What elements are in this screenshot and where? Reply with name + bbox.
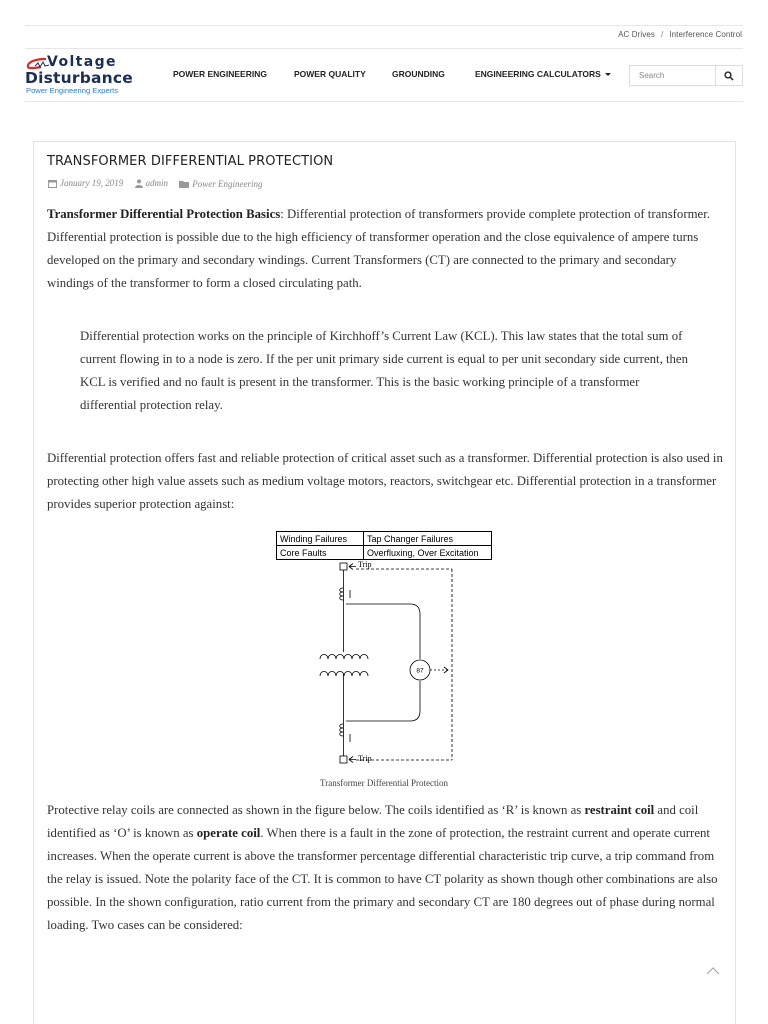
kcl-blockquote: Differential protection works on the principle of Kirchhoff’s Current Law (KCL). This law states that the total sum of current flowing in to a node is zero. If the per unit primary side current is equal to per unit secondary side current, then KCL is verified and no fault is present in the transformer. This is the basic working principle of a transformer differential protection relay. xyxy=(80,329,689,412)
top-divider xyxy=(25,25,743,26)
bottom-trip-label: Trip xyxy=(358,754,372,763)
meta-author-text[interactable]: admin xyxy=(145,178,168,188)
restraint-coil-term: restraint coil xyxy=(584,803,655,817)
secondary-ct-symbol xyxy=(340,724,344,736)
nav-item-grounding[interactable]: GROUNDING xyxy=(392,69,445,79)
header-divider xyxy=(25,48,743,49)
calendar-icon xyxy=(48,179,57,188)
logo-word-voltage: Voltage xyxy=(47,54,117,70)
top-breaker-symbol xyxy=(340,563,347,570)
nav-item-power-engineering[interactable]: POWER ENGINEERING xyxy=(173,69,267,79)
transformer-secondary-winding xyxy=(320,672,368,677)
protection-paragraph: Differential protection offers fast and reliable protection of critical asset such as a transformer. Differential protection is also used in protecting other high value assets such as medium voltage motors, reactors, switchgear etc. Differential protection in a transformer provides superior protection against: xyxy=(47,451,723,511)
logo-word-disturbance: Disturbance xyxy=(25,69,133,87)
search-input[interactable] xyxy=(630,66,716,85)
article-meta xyxy=(48,178,272,190)
meta-category-text[interactable]: Power Engineering xyxy=(192,178,263,189)
top-link-ac-drives[interactable]: AC Drives xyxy=(618,30,655,39)
logo-tagline: Power Engineering Experts xyxy=(26,86,119,95)
coils-text-2: and coil identified as ‘O’ is known as xyxy=(47,803,699,840)
nav-item-power-quality[interactable]: POWER QUALITY xyxy=(294,69,366,79)
table-row xyxy=(277,532,492,546)
bottom-trip-arrow xyxy=(349,757,356,763)
nav-divider xyxy=(25,101,743,102)
relay-coils-paragraph xyxy=(47,799,724,937)
coils-text-1: Protective relay coils are connected as shown in the figure below. The coils identified as ‘R’ is known as xyxy=(47,803,585,817)
nav-item-engineering-calculators-label: ENGINEERING CALCULATORS xyxy=(475,69,601,79)
top-trip-label: Trip xyxy=(358,560,372,569)
differential-protection-diagram xyxy=(310,558,470,768)
top-link-interference-control[interactable]: Interference Control xyxy=(669,30,742,39)
nav-item-engineering-calculators[interactable] xyxy=(475,69,611,79)
intro-text: : Differential protection of transformers provide complete protection of transformer. Differential protection is possible due to the high efficiency of transformer operation and the close equivalence of ampere turns developed on the primary and secondary windings. Current Transformers (CT) are connected to the primary and secondary windings of the transformer to form a closed circulating path. xyxy=(47,207,710,290)
top-trip-arrow xyxy=(349,564,356,570)
scroll-to-top-icon[interactable] xyxy=(706,966,720,976)
relay-label: 87 xyxy=(416,667,424,675)
search-box xyxy=(629,65,743,86)
table-cell: Winding Failures xyxy=(277,532,364,546)
top-link-separator: / xyxy=(660,30,664,39)
table-cell: Overfluxing, Over Excitation xyxy=(364,546,492,560)
transformer-primary-winding xyxy=(320,655,368,660)
meta-category xyxy=(179,179,262,189)
article-title[interactable]: TRANSFORMER DIFFERENTIAL PROTECTION xyxy=(47,154,334,169)
search-button[interactable] xyxy=(715,66,742,85)
bottom-breaker-symbol xyxy=(340,756,347,763)
primary-ct-symbol xyxy=(340,588,344,600)
intro-bold-lead: Transformer Differential Protection Basics xyxy=(47,207,281,221)
user-icon xyxy=(135,179,143,188)
table-cell: Tap Changer Failures xyxy=(364,532,492,546)
caret-down-icon xyxy=(605,73,611,76)
meta-date-text[interactable]: January 19, 2019 xyxy=(60,178,124,188)
failure-table xyxy=(276,531,492,560)
table-cell: Core Faults xyxy=(277,546,364,560)
operate-coil-term: operate coil xyxy=(196,826,261,840)
meta-author xyxy=(135,178,169,188)
meta-date xyxy=(48,178,123,188)
top-links xyxy=(618,30,742,39)
folder-icon xyxy=(179,180,189,188)
intro-paragraph xyxy=(47,203,724,295)
site-logo[interactable] xyxy=(25,55,135,97)
diagram-caption: Transformer Differential Protection xyxy=(320,778,448,788)
search-icon xyxy=(724,71,734,81)
coils-text-3: . When there is a fault in the zone of protection, the restraint current and operate current increases. When the operate current is above the transformer percentage differential characteristic trip curve, a trip command from the relay is issued. Note the polarity face of the CT. It is common to have CT polarity as shown though other combinations are also possible. In the shown configuration, ratio current from the primary and secondary CT are 180 degrees out of phase during normal loading. Two cases can be considered: xyxy=(47,826,718,932)
